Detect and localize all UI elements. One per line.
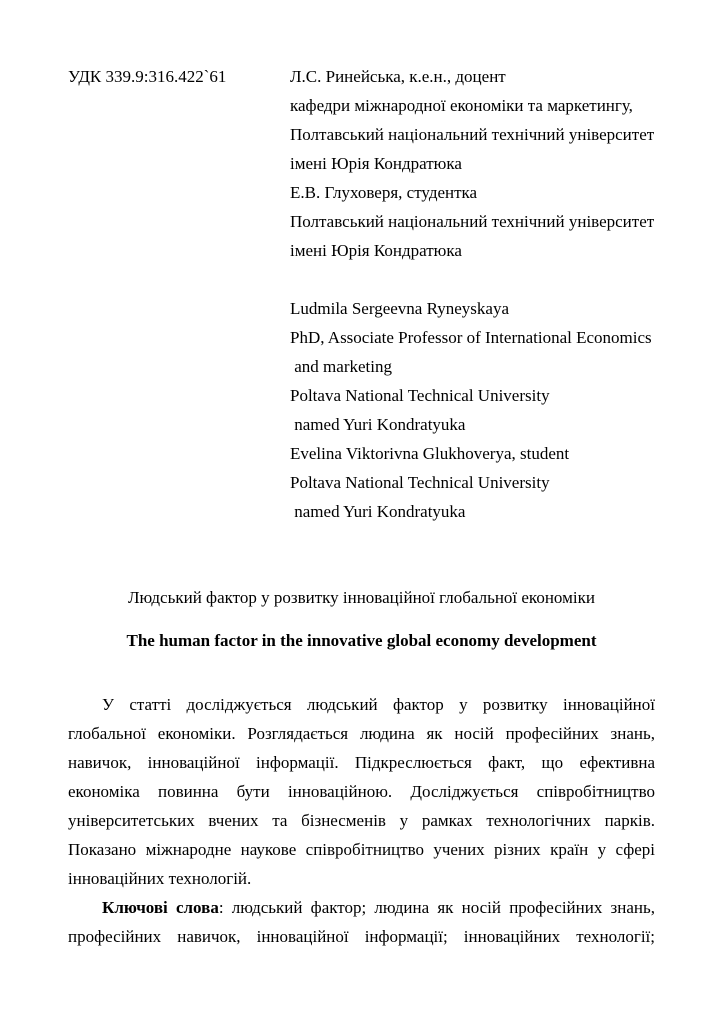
keywords-text: : людський фактор; людина як носій професійних знань, [218, 898, 655, 917]
header-block [68, 62, 655, 526]
author-line-en: Ludmila Sergeevna Ryneyskaya [290, 299, 509, 318]
author-line-uk: кафедри міжнародної економіки та маркетингу, [290, 96, 633, 115]
author-line-en: Poltava National Technical University [290, 386, 550, 405]
title-ukrainian: Людський фактор у розвитку інноваційної глобальної економіки [128, 588, 595, 607]
abstract-line: глобальної економіки. Розглядається людина як носій професійних знань, [68, 724, 655, 743]
author-line-en: and marketing [290, 357, 392, 376]
title-english: The human factor in the innovative global economy development [126, 631, 597, 650]
abstract-paragraph [68, 690, 655, 893]
author-line-en: Evelina Viktorivna Glukhoverya, student [290, 444, 570, 463]
authors-block [290, 62, 655, 526]
abstract-line: університетських вчених та бізнесменів у рамках технологічних парків. [68, 811, 655, 830]
keywords-line [68, 893, 655, 922]
keywords-line: професійних навичок, інноваційної інформації; інноваційних технології; [68, 927, 655, 946]
author-line-en: named Yuri Kondratyuka [290, 415, 466, 434]
abstract-line: економіка повинна бути інноваційною. Досліджується співробітництво [68, 782, 655, 801]
author-line-uk: імені Юрія Кондратюка [290, 241, 462, 260]
author-line-uk: Е.В. Глуховеря, студентка [290, 183, 478, 202]
keywords-label: Ключові слова [102, 898, 219, 917]
author-line-en: named Yuri Kondratyuka [290, 502, 466, 521]
abstract-line: навичок, інноваційної інформації. Підкреслюється факт, що ефективна [68, 753, 655, 772]
keywords-paragraph [68, 893, 655, 951]
udc-code: УДК 339.9:316.422`61 [68, 67, 227, 86]
author-line-uk: Л.С. Ринейська, к.е.н., доцент [290, 67, 506, 86]
blank-line [290, 265, 655, 294]
author-line-uk: Полтавський національний технічний університет [290, 212, 655, 231]
abstract-line: інноваційних технологій. [68, 869, 252, 888]
author-line-uk: імені Юрія Кондратюка [290, 154, 462, 173]
abstract-line: Показано міжнародне наукове співробітництво учених різних країн у сфері [68, 840, 655, 859]
abstract-line: У статті досліджується людський фактор у розвитку інноваційної [102, 695, 655, 714]
author-line-en: Poltava National Technical University [290, 473, 550, 492]
author-line-en: PhD, Associate Professor of International Economics [290, 328, 652, 347]
author-line-uk: Полтавський національний технічний університет [290, 125, 655, 144]
